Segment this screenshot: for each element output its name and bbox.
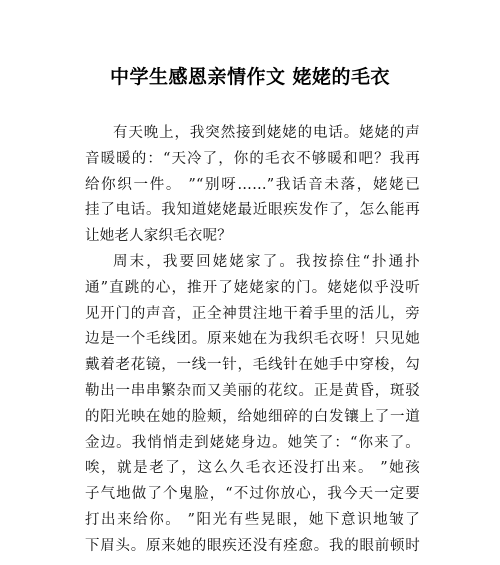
text-line: 音暖暖的：“天冷了，你的毛衣不够暖和吧？我再 [85,150,420,167]
text-line: 的阳光映在她的脸颊，给她细碎的白发镶上了一道 [85,408,420,425]
article-body [85,121,420,560]
text-line: 勒出一串串繁杂而又美丽的花纹。正是黄昏，斑驳 [85,382,420,399]
text-line: 边是一个毛线团。原来她在为我织毛衣呀！只见她 [85,331,420,348]
text-line: 通”直跳的心，推开了姥姥家的门。姥姥似乎没听 [85,279,420,296]
text-line: 下眉头。原来她的眼疾还没有痊愈。我的眼前顿时 [85,537,420,554]
text-line: 周末，我要回姥姥家了。我按捺住“扑通扑 [113,253,420,270]
article-title: 中学生感恩亲情作文 姥姥的毛衣 [109,66,391,88]
text-line: 挂了电话。我知道姥姥最近眼疾发作了，怎么能再 [85,202,420,219]
text-line: 给你织一件。 ”“别呀……”我话音未落，姥姥已 [85,176,420,193]
text-line: 戴着老花镜，一线一针，毛线针在她手中穿梭，勾 [85,357,420,374]
text-line: 金边。我悄悄走到姥姥身边。她笑了：“你来了。 [85,434,420,451]
text-line: 子气地做了个鬼脸，“不过你放心，我今天一定要 [85,486,420,503]
text-line: 打出来给你。 ”阳光有些晃眼，她下意识地皱了 [85,511,420,528]
text-line: 见开门的声音，正全神贯注地干着手里的活儿，旁 [85,305,420,322]
text-line: 有天晚上，我突然接到姥姥的电话。姥姥的声 [113,125,420,141]
text-line: 让她老人家织毛衣呢？ [85,228,232,245]
text-line: 唉，就是老了，这么久毛衣还没打出来。 ”她孩 [85,460,420,477]
